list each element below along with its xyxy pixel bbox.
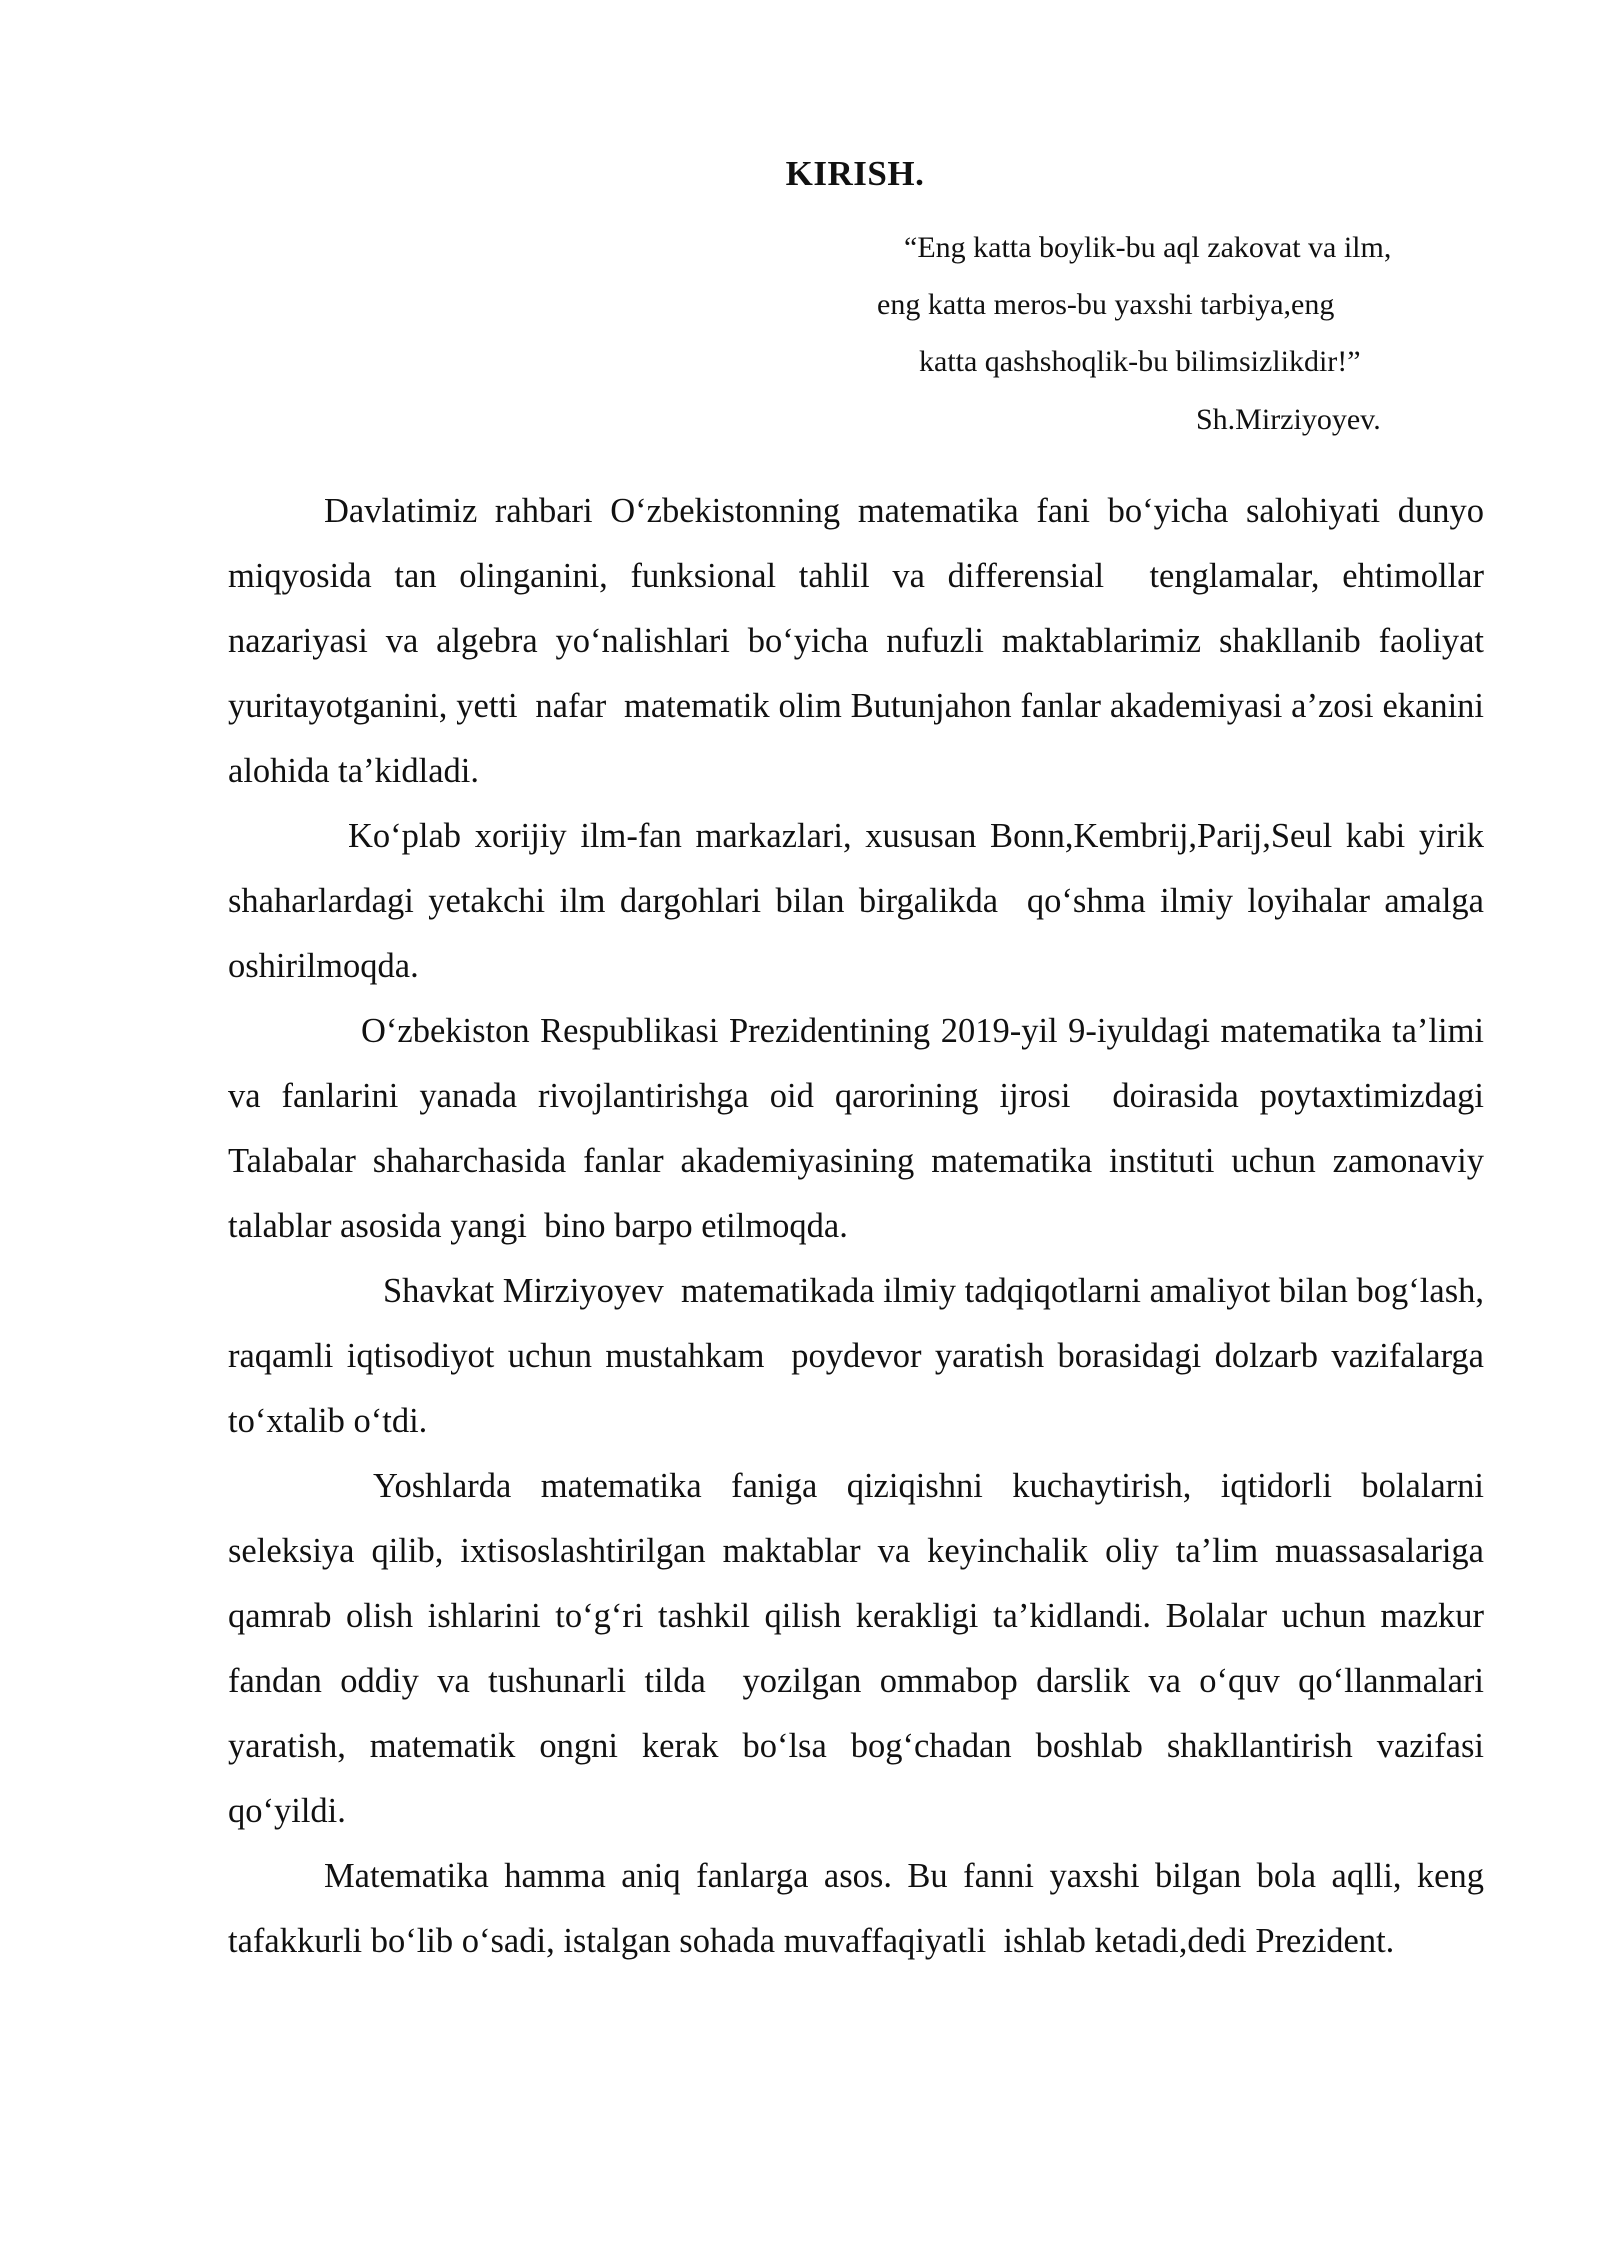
paragraph-4: Shavkat Mirziyoyev matematikada ilmiy tadqiqotlarni amaliyot bilan bog‘lash, raqamli iqtisodiyot uchun mustahkam poydevor yaratish borasidagi dolzarb vazifalarga to‘xtalib o‘tdi. — [228, 1272, 1493, 1440]
paragraph-6: Matematika hamma aniq fanlarga asos. Bu fanni yaxshi bilgan bola aqlli, keng tafakkurli bo‘lib o‘sadi, istalgan sohada muvaffaqiyatli ishlab ketadi,dedi Prezident. — [228, 1857, 1493, 1960]
page-title: KIRISH. — [785, 154, 925, 193]
paragraph-3: O‘zbekiston Respublikasi Prezidentining 2019-yil 9-iyuldagi matematika ta’limi va fanlarini yanada rivojlantirishga oid qarorining ijrosi doirasida poytaxtimizdagi Talabalar shaharchasida fanlar akademiyasining matematika instituti uchun zamonaviy talablar asosida yangi bino barpo etilmoqda. — [228, 1012, 1493, 1245]
paragraph-1: Davlatimiz rahbari O‘zbekistonning matematika fani bo‘yicha salohiyati dunyo miqyosida tan olinganini, funksional tahlil va differensial tenglamalar, ehtimollar nazariyasi va algebra yo‘nalishlari bo‘yicha nufuzli maktablarimiz shakllanib faoliyat yuritayotganini, yetti nafar matematik olim Butunjahon fanlar akademiyasi a’zosi ekanini alohida ta’kidladi. — [228, 492, 1493, 790]
epigraph-line-3: katta qashshoqlik-bu bilimsizlikdir!” — [919, 345, 1361, 378]
epigraph-line-2: eng katta meros-bu yaxshi tarbiya,eng — [877, 288, 1335, 321]
paragraph-2: Ko‘plab xorijiy ilm-fan markazlari, xususan Bonn,Kembrij,Parij,Seul kabi yirik shaharlardagi yetakchi ilm dargohlari bilan birgalikda qo‘shma ilmiy loyihalar amalga oshirilmoqda. — [228, 817, 1493, 985]
epigraph-line-1: “Eng katta boylik-bu aql zakovat va ilm, — [904, 231, 1392, 264]
paragraph-5: Yoshlarda matematika faniga qiziqishni kuchaytirish, iqtidorli bolalarni seleksiya qilib, ixtisoslashtirilgan maktablar va keyinchalik oliy ta’lim muassasalariga qamrab olish ishlarini to‘g‘ri tashkil qilish kerakligi ta’kidlandi. Bolalar uchun mazkur fandan oddiy va tushunarli tilda yozilgan ommabop darslik va o‘quv qo‘llanmalari yaratish, matematik ongni kerak bo‘lsa bog‘chadan boshlab shakllantirish vazifasi qo‘yildi. — [228, 1467, 1502, 1830]
body-text — [228, 479, 1502, 1974]
epigraph-author: Sh.Mirziyoyev. — [1196, 403, 1381, 436]
